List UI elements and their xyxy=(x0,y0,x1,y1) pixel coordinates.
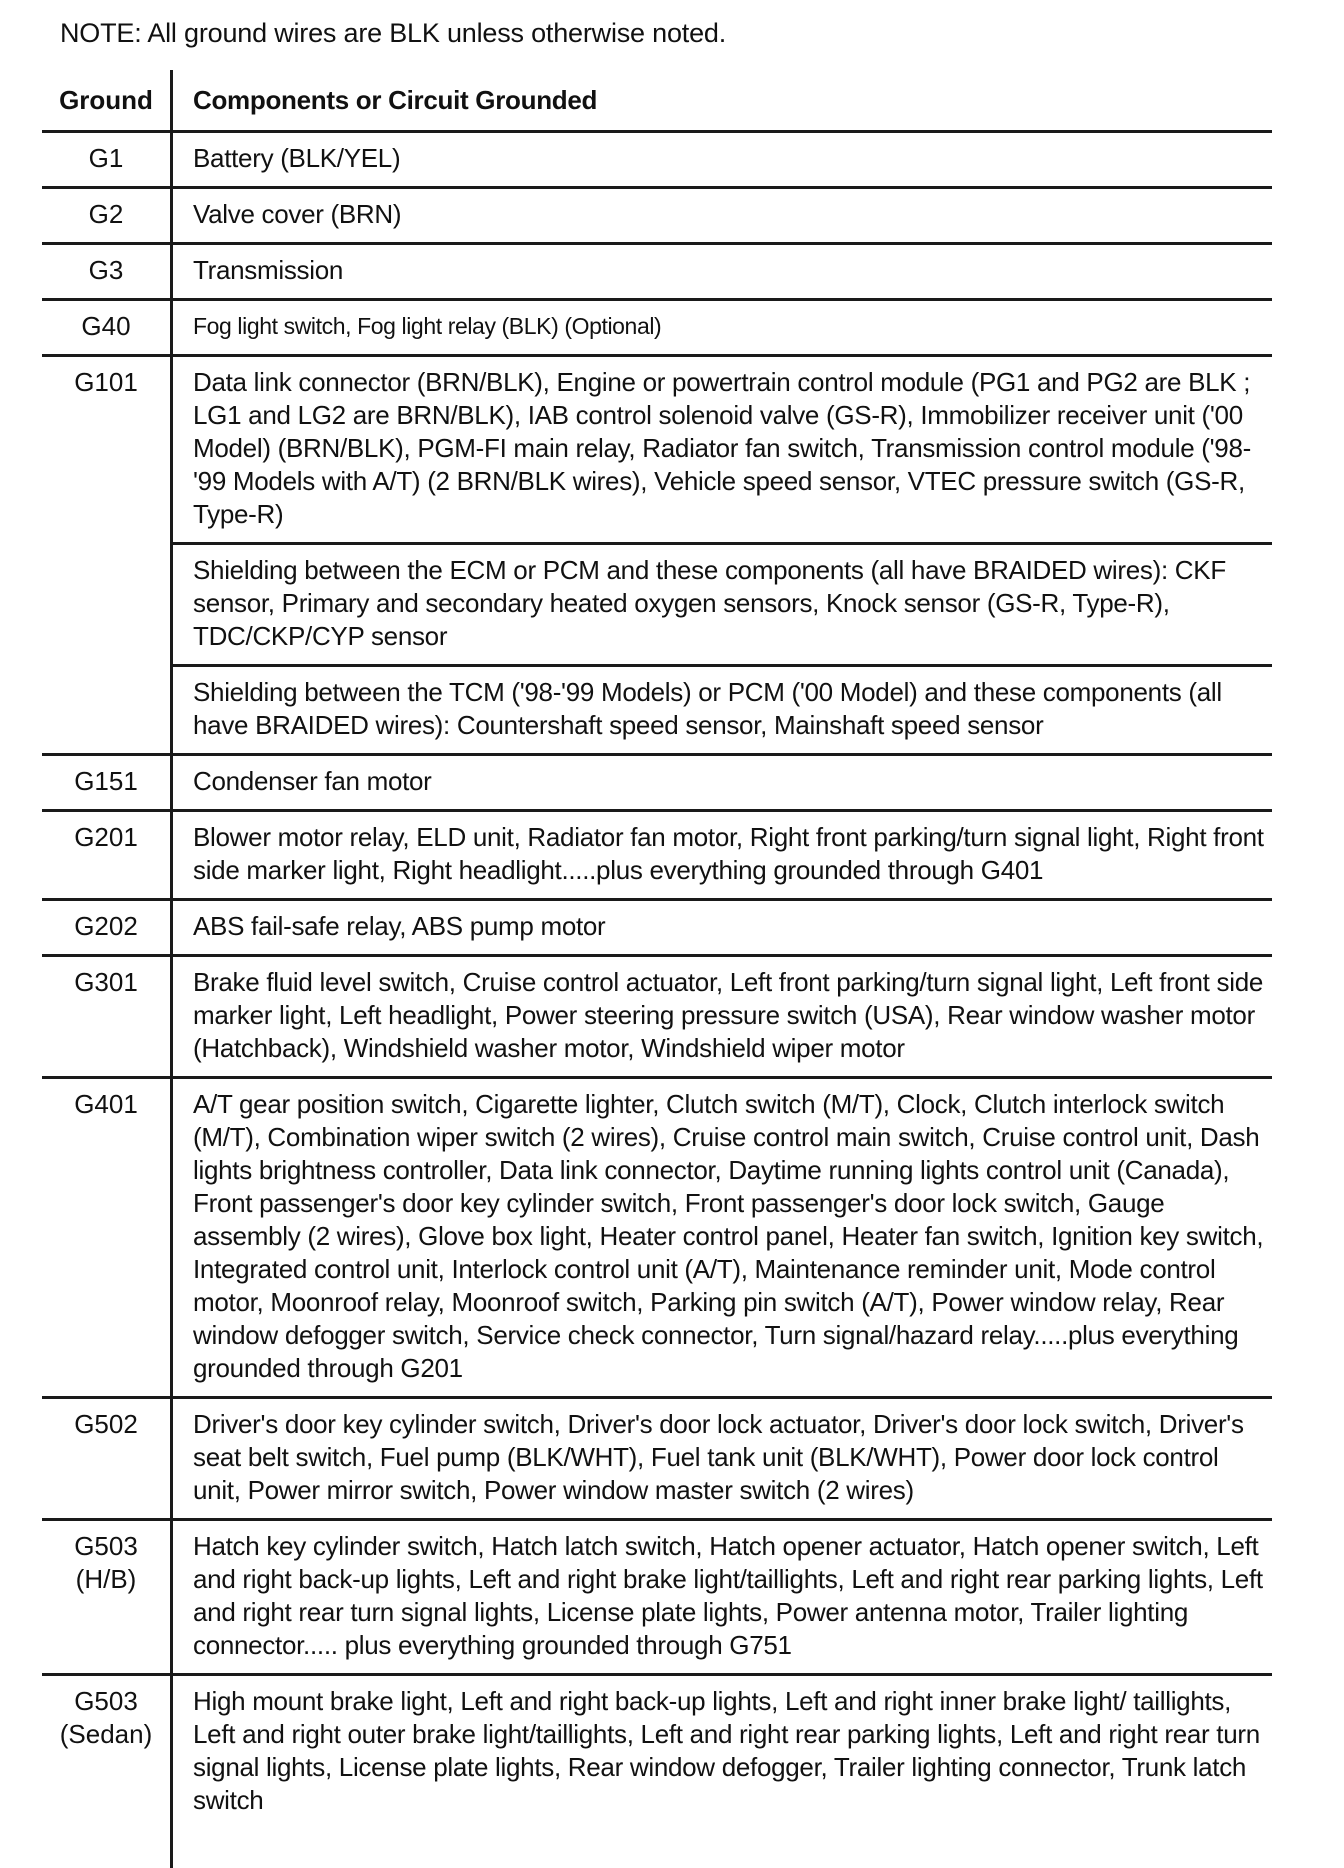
table-row xyxy=(42,954,1272,1076)
ground-id xyxy=(42,957,170,1076)
components-text: Fog light switch, Fog light relay (BLK) (Optional) xyxy=(193,313,662,339)
ground-label: G3 xyxy=(88,255,124,285)
ground-note: NOTE: All ground wires are BLK unless otherwise noted. xyxy=(60,18,727,48)
grounded-components xyxy=(170,1521,1272,1673)
ground-id xyxy=(42,245,170,298)
ground-id xyxy=(42,301,170,354)
table-row xyxy=(42,298,1272,354)
grounded-components xyxy=(170,301,1272,354)
ground-variant: (Sedan) xyxy=(59,1719,153,1749)
table-row xyxy=(42,354,1272,542)
components-text: Blower motor relay, ELD unit, Radiator fan motor, Right front parking/turn signal light, Right front side marker light, Right headlight.....plus everything grounded through G401 xyxy=(193,822,1264,885)
table-tail xyxy=(42,1828,1272,1868)
components-text: Shielding between the TCM ('98-'99 Models) or PCM ('00 Model) and these components (all have BRAIDED wires): Countershaft speed sensor, Mainshaft speed sensor xyxy=(173,664,1272,753)
ground-label: G40 xyxy=(81,311,131,341)
grounded-components xyxy=(170,1676,1272,1828)
grounded-components xyxy=(170,957,1272,1076)
components-text: High mount brake light, Left and right back-up lights, Left and right inner brake light/ taillights, Left and right outer brake light/taillights, Left and right rear parking lights, Left and right rear turn signal lights, License plate lights, Rear window defogger, Trailer lighting connector, Trunk latch switch xyxy=(193,1686,1260,1815)
components-text: Brake fluid level switch, Cruise control actuator, Left front parking/turn signal light, Left front side marker light, Left headlight, Power steering pressure switch (USA), Rear window washer motor (Hatchback), Windshield washer motor, Windshield wiper motor xyxy=(193,967,1264,1063)
table-sub-row xyxy=(42,542,1272,664)
ground-label: G401 xyxy=(74,1089,138,1119)
ground-id xyxy=(42,542,170,664)
components-text: Shielding between the ECM or PCM and these components (all have BRAIDED wires): CKF sensor, Primary and secondary heated oxygen sensors, Knock sensor (GS-R, Type-R), TDC/CKP/CYP sensor xyxy=(173,542,1272,664)
ground-label: G1 xyxy=(88,143,124,173)
grounded-components xyxy=(170,133,1272,186)
table-body xyxy=(42,130,1272,1828)
components-text: Valve cover (BRN) xyxy=(193,199,402,229)
ground-id xyxy=(42,901,170,954)
table-sub-row xyxy=(42,664,1272,753)
ground-id xyxy=(42,756,170,809)
grounded-components xyxy=(170,542,1272,664)
grounded-components xyxy=(170,756,1272,809)
grounded-components xyxy=(170,245,1272,298)
components-text: A/T gear position switch, Cigarette lighter, Clutch switch (M/T), Clock, Clutch interlock switch (M/T), Combination wiper switch (2 wires), Cruise control main switch, Cruise control unit, Dash lights brightness controller, Data link connector, Daytime running lights control unit (Canada), Front passenger's door key cylinder switch, Front passenger's door lock switch, Gauge assembly (2 wires), Glove box light, Heater control panel, Heater fan switch, Ignition key switch, Integrated control unit, Interlock control unit (A/T), Maintenance reminder unit, Mode control motor, Moonroof relay, Moonroof switch, Parking pin switch (A/T), Power window relay, Rear window defogger switch, Service check connector, Turn signal/hazard relay.....plus everything grounded through G201 xyxy=(193,1089,1264,1383)
components-text: Hatch key cylinder switch, Hatch latch switch, Hatch opener actuator, Hatch opener switch, Left and right back-up lights, Left and right brake light/taillights, Left and right rear parking lights, Left and right rear turn signal lights, License plate lights, Power antenna motor, Trailer lighting connector..... plus everything grounded through G751 xyxy=(193,1531,1263,1660)
ground-label: G151 xyxy=(74,766,138,796)
grounded-components xyxy=(170,1399,1272,1518)
components-text: Driver's door key cylinder switch, Driver's door lock actuator, Driver's door lock switch, Driver's seat belt switch, Fuel pump (BLK/WHT), Fuel tank unit (BLK/WHT), Power door lock control unit, Power mirror switch, Power window master switch (2 wires) xyxy=(193,1409,1244,1505)
table-row xyxy=(42,242,1272,298)
header-components: Components or Circuit Grounded xyxy=(170,70,1272,130)
ground-id xyxy=(42,1521,170,1673)
table-row xyxy=(42,809,1272,898)
ground-variant: (H/B) xyxy=(75,1564,137,1594)
components-text: ABS fail-safe relay, ABS pump motor xyxy=(193,911,606,941)
ground-id xyxy=(42,812,170,898)
grounded-components xyxy=(170,664,1272,753)
table-row xyxy=(42,1396,1272,1518)
ground-id xyxy=(42,189,170,242)
table-row xyxy=(42,898,1272,954)
ground-id xyxy=(42,1079,170,1396)
components-text: Data link connector (BRN/BLK), Engine or powertrain control module (PG1 and PG2 are BLK ; LG1 and LG2 are BRN/BLK), IAB control solenoid valve (GS-R), Immobilizer receiver unit ('00 Model) (BRN/BLK), PGM-FI main relay, Radiator fan switch, Transmission control module ('98-'99 Models with A/T) (2 BRN/BLK wires), Vehicle speed sensor, VTEC pressure switch (GS-R, Type-R) xyxy=(193,367,1251,529)
ground-label: G502 xyxy=(74,1409,138,1439)
table-row xyxy=(42,1076,1272,1396)
ground-id xyxy=(42,1676,170,1828)
ground-label: G503 xyxy=(74,1531,138,1561)
grounded-components xyxy=(170,357,1272,542)
table-row xyxy=(42,130,1272,186)
ground-label: G2 xyxy=(88,199,124,229)
table-row xyxy=(42,1518,1272,1673)
table-row xyxy=(42,186,1272,242)
grounded-components xyxy=(170,901,1272,954)
grounded-components xyxy=(170,1079,1272,1396)
ground-label: G301 xyxy=(74,967,138,997)
ground-table xyxy=(42,70,1272,1868)
table-row xyxy=(42,1673,1272,1828)
ground-id xyxy=(42,664,170,753)
ground-label: G201 xyxy=(74,822,138,852)
grounded-components xyxy=(170,812,1272,898)
table-row xyxy=(42,753,1272,809)
components-text: Condenser fan motor xyxy=(193,766,432,796)
ground-label: G503 xyxy=(74,1686,138,1716)
ground-label: G101 xyxy=(74,367,138,397)
ground-label: G202 xyxy=(74,911,138,941)
ground-id xyxy=(42,133,170,186)
grounded-components xyxy=(170,189,1272,242)
table-header xyxy=(42,70,1272,130)
ground-id xyxy=(42,1399,170,1518)
header-ground: Ground xyxy=(59,85,153,115)
components-text: Transmission xyxy=(193,255,344,285)
ground-id xyxy=(42,357,170,542)
components-text: Battery (BLK/YEL) xyxy=(193,143,401,173)
